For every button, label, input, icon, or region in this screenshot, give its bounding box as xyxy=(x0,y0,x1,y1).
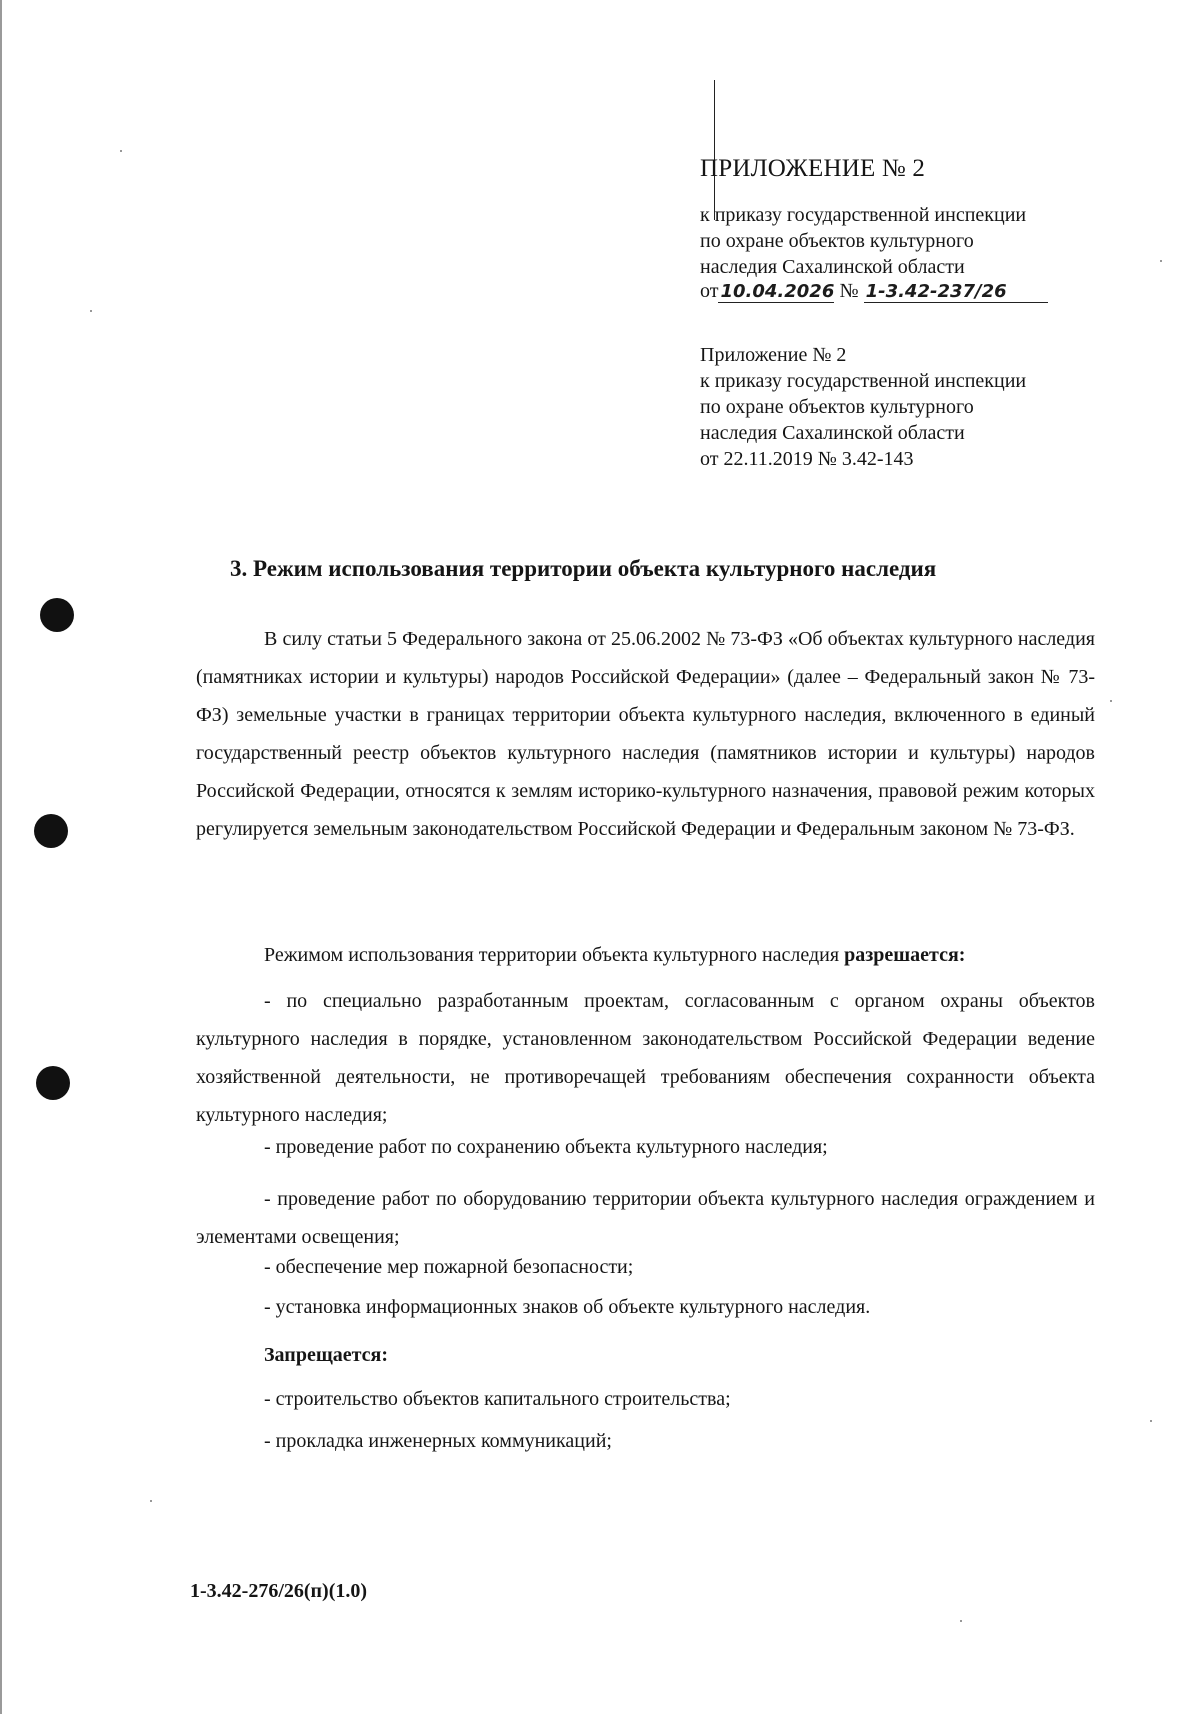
punch-hole-top xyxy=(40,598,74,632)
prior-line: от 22.11.2019 № 3.42-143 xyxy=(700,448,914,470)
allowed-keyword: разрешается: xyxy=(844,944,966,966)
scan-speck xyxy=(960,1620,962,1622)
prior-line: наследия Сахалинской области xyxy=(700,422,965,444)
scan-speck xyxy=(120,150,122,152)
scan-speck xyxy=(1150,1420,1152,1422)
handwritten-date: 10.04.2026 xyxy=(720,281,835,302)
stamp-line xyxy=(714,80,715,220)
order-line: наследия Сахалинской области xyxy=(700,256,965,278)
punch-hole-bottom xyxy=(36,1066,70,1100)
scan-edge xyxy=(0,0,2,1714)
order-line: к приказу государственной инспекции xyxy=(700,204,1027,226)
appendix-title: ПРИЛОЖЕНИЕ № 2 xyxy=(700,155,926,182)
allowed-item: - проведение работ по оборудованию территории объекта культурного наследия ограждением и элементами освещения; xyxy=(196,1188,1095,1248)
intro-paragraph: В силу статьи 5 Федерального закона от 25.06.2002 № 73-ФЗ «Об объектах культурного наследия (памятниках истории и культуры) народов Российской Федерации» (далее – Федеральный закон № 73-ФЗ) земельные участки в границах территории объекта культурного наследия, включенного в единый государственный реестр объектов культурного наследия (памятников истории и культуры) народов Российской Федерации, относятся к землям историко-культурного назначения, правовой режим которых регулируется земельным законодательством Российской Федерации и Федеральным законом № 73-ФЗ. xyxy=(196,628,1095,840)
allowed-item: - установка информационных знаков об объекте культурного наследия. xyxy=(264,1296,871,1318)
prior-appendix-reference xyxy=(700,342,1026,472)
number-prefix: № xyxy=(839,280,859,302)
allowed-item: - обеспечение мер пожарной безопасности; xyxy=(264,1256,634,1278)
scan-speck xyxy=(1110,700,1112,702)
prior-line: по охране объектов культурного xyxy=(700,396,974,418)
allowed-intro-text: Режимом использования территории объекта культурного наследия xyxy=(264,944,840,966)
order-reference xyxy=(700,202,1026,280)
allowed-intro xyxy=(264,944,965,967)
allowed-item: - проведение работ по сохранению объекта культурного наследия; xyxy=(264,1136,828,1158)
scan-speck xyxy=(90,310,92,312)
scan-speck xyxy=(150,1500,152,1502)
prior-line: к приказу государственной инспекции xyxy=(700,370,1027,392)
prior-line: Приложение № 2 xyxy=(700,344,847,366)
forbidden-item: - строительство объектов капитального строительства; xyxy=(264,1388,731,1410)
order-line: по охране объектов культурного xyxy=(700,230,974,252)
forbidden-item: - прокладка инженерных коммуникаций; xyxy=(264,1430,612,1452)
document-code: 1-3.42-276/26(п)(1.0) xyxy=(190,1580,368,1602)
order-date-line xyxy=(700,280,1048,303)
forbidden-heading: Запрещается: xyxy=(264,1344,389,1366)
handwritten-number: 1-3.42-237/26 xyxy=(864,282,1048,303)
allowed-item: - по специально разработанным проектам, согласованным с органом охраны объектов культурного наследия в порядке, установленном законодательством Российской Федерации ведение хозяйственной деятельности, не противоречащей требованиям обеспечения сохранности объекта культурного наследия; xyxy=(196,990,1095,1126)
date-prefix: от xyxy=(700,280,719,302)
section-title: 3. Режим использования территории объекта культурного наследия xyxy=(230,556,937,581)
punch-hole-middle xyxy=(34,814,68,848)
scan-speck xyxy=(1160,260,1162,262)
